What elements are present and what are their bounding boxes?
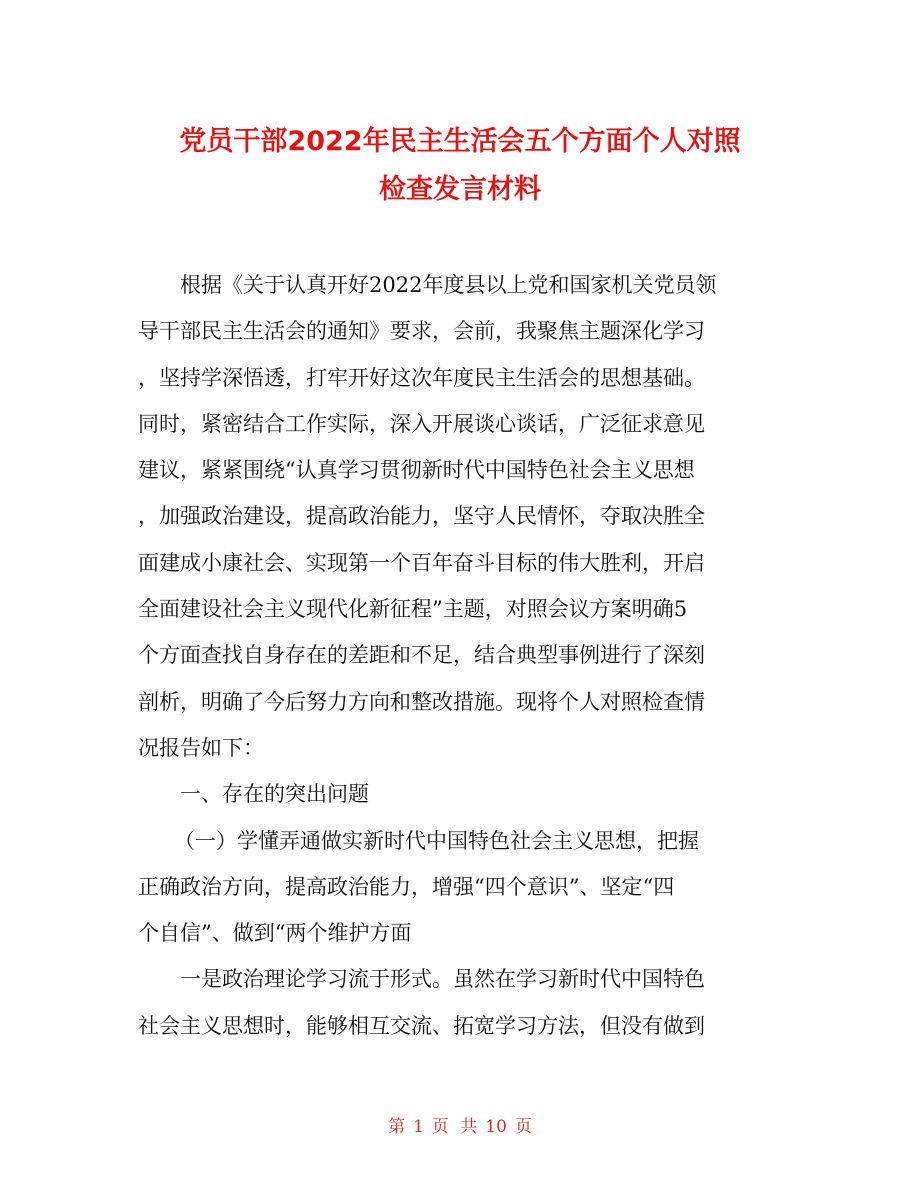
page-label-prefix: 第 xyxy=(388,1117,406,1137)
document-body xyxy=(138,262,786,1049)
paragraph-line: ，坚持学深悟透，打牢开好这次年度民主生活会的思想基础。 xyxy=(138,365,705,390)
paragraph-line: 一是政治理论学习流于形式。虽然在学习新时代中国特色 xyxy=(180,967,705,992)
page-footer xyxy=(0,1112,920,1137)
page-label-suffix: 页 xyxy=(514,1117,532,1137)
paragraph-line: 况报告如下： xyxy=(138,735,264,760)
total-pages-number: 10 xyxy=(485,1117,507,1137)
document-title xyxy=(60,118,860,214)
subsection-heading-line: （一）学懂弄通做实新时代中国特色社会主义思想，把握 xyxy=(174,828,699,853)
subsection-heading-line: 正确政治方向，提高政治能力，增强“四个意识”、坚定“四 xyxy=(138,874,675,899)
paragraph-line: 建议，紧紧围绕“认真学习贯彻新时代中国特色社会主义思想 xyxy=(138,458,695,483)
current-page-number: 1 xyxy=(413,1117,424,1137)
paragraph-line: 全面建设社会主义现代化新征程”主题，对照会议方案明确5 xyxy=(138,597,688,622)
paragraph-line: 同时，紧密结合工作实际，深入开展谈心谈话，广泛征求意见 xyxy=(138,411,705,436)
section-heading: 一、存在的突出问题 xyxy=(180,782,369,807)
title-line-1: 党员干部2022年民主生活会五个方面个人对照 xyxy=(179,126,741,157)
title-line-2: 检查发言材料 xyxy=(379,174,541,205)
page-label-mid: 页 共 xyxy=(431,1117,478,1137)
paragraph-line: 面建成小康社会、实现第一个百年奋斗目标的伟大胜利，开启 xyxy=(138,550,705,575)
paragraph-line: 根据《关于认真开好2022年度县以上党和国家机关党员领 xyxy=(180,273,717,297)
paragraph-line: 个方面查找自身存在的差距和不足，结合典型事例进行了深刻 xyxy=(138,643,705,668)
paragraph-line: 社会主义思想时，能够相互交流、拓宽学习方法，但没有做到 xyxy=(138,1013,705,1038)
paragraph-line: 剖析，明确了今后努力方向和整改措施。现将个人对照检查情 xyxy=(138,689,705,714)
paragraph-line: ，加强政治建设，提高政治能力，坚守人民情怀，夺取决胜全 xyxy=(138,504,705,529)
paragraph-line: 导干部民主生活会的通知》要求，会前，我聚焦主题深化学习 xyxy=(138,319,705,344)
subsection-heading-line: 个自信”、做到“两个维护方面 xyxy=(138,921,412,946)
